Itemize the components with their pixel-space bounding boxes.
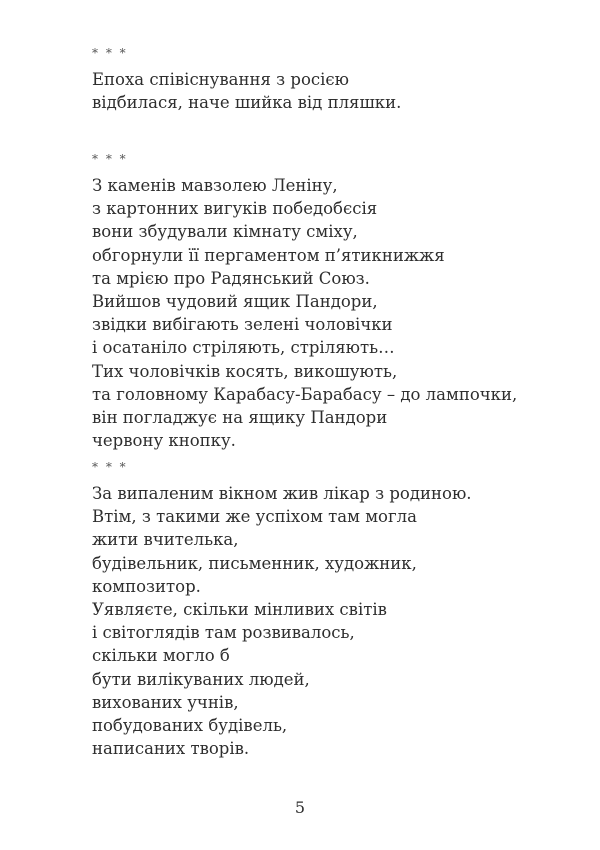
poem-line: та головному Карабасу-Барабасу – до лампочки, [92,384,518,404]
poem-line: композитор. [92,576,201,596]
poem-line: та мрією про Радянський Союз. [92,268,370,288]
poem-line: З каменів мавзолею Леніну, [92,176,338,195]
poem-line: написаних творів. [92,739,250,759]
stanza-separator: * * * [92,46,128,60]
poem-line: він погладжує на ящику Пандори [92,408,388,428]
poem-stanza-3 [92,458,472,760]
poem-line: обгорнули її пергаментом п’ятикнижжя [92,245,445,265]
poem-stanza-1 [92,44,401,114]
poem-line: вони збудували кімнату сміху, [92,222,358,242]
poem-line: вихованих учнів, [92,692,239,712]
poem-line: і осатаніло стріляють, стріляють… [92,338,395,358]
poem-line: бути вилікуваних людей, [92,669,310,689]
poem-line: з картонних вигуків победобєсія [92,199,378,219]
poem-line: Вийшов чудовий ящик Пандори, [92,292,378,312]
stanza-separator: * * * [92,460,128,474]
stanza-separator: * * * [92,152,128,166]
page-number: 5 [294,798,306,817]
poem-line: Епоха співіснування з росією [92,70,350,89]
poem-line: будівельник, письменник, художник, [92,553,417,573]
poem-line: Втім, з такими же успіхом там могла [92,507,417,527]
poem-stanza-2 [92,150,517,452]
poem-line: скільки могло б [92,646,230,666]
poem-line: відбилася, наче шийка від пляшки. [92,93,402,113]
poem-line: і світоглядів там розвивалось, [92,623,355,643]
poem-line: звідки вибігають зелені чоловічки [92,315,393,335]
poem-line: За випаленим вікном жив лікар з родиною. [92,484,472,503]
poem-line: побудованих будівель, [92,716,288,736]
poem-line: червону кнопку. [92,431,236,451]
poem-line: Уявляєте, скільки мінливих світів [92,600,387,620]
poem-line: жити вчителька, [92,530,239,550]
poem-line: Тих чоловічків косять, викошують, [92,361,398,381]
